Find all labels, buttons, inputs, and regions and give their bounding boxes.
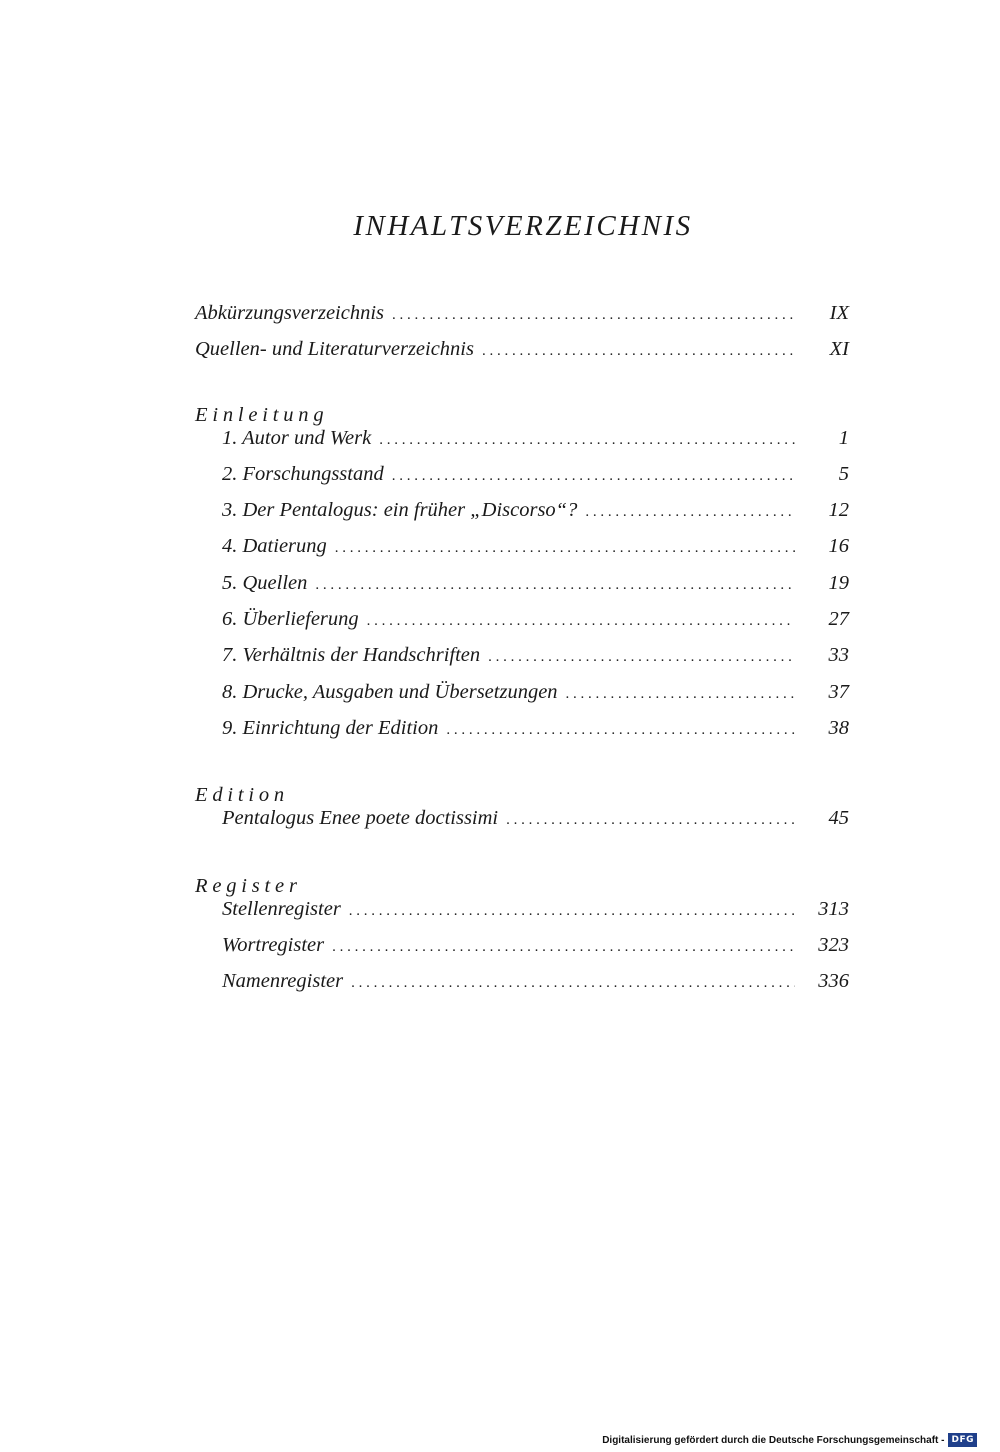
table-of-contents [195, 302, 849, 1006]
dot-leader [349, 903, 795, 920]
toc-entry-page: 19 [828, 571, 849, 594]
dot-leader [446, 722, 795, 739]
toc-entry-label: 8. Drucke, Ausgaben und Übersetzungen [222, 680, 558, 703]
toc-entry-page: 16 [828, 535, 849, 558]
toc-entry-page: 323 [818, 933, 849, 956]
toc-entry-autor-und-werk[interactable] [195, 427, 849, 463]
dot-leader [335, 540, 795, 557]
toc-entry-label: 1. Autor und Werk [222, 426, 372, 449]
toc-entry-verhaeltnis-der-handschriften[interactable] [195, 644, 849, 680]
dot-leader [315, 577, 795, 594]
page-title: INHALTSVERZEICHNIS [353, 210, 693, 242]
dot-leader [392, 307, 795, 324]
toc-entry-quellen[interactable] [195, 572, 849, 608]
toc-entry-der-pentalogus[interactable] [195, 499, 849, 535]
toc-entry-label: 6. Überlieferung [222, 608, 359, 631]
toc-entry-page: 12 [828, 499, 849, 522]
toc-entry-label: 3. Der Pentalogus: ein früher „Discorso“? [222, 499, 578, 522]
toc-entry-label: Quellen- und Literaturverzeichnis [195, 338, 474, 361]
spacer [195, 844, 849, 862]
toc-entry-page: 336 [818, 970, 849, 993]
dot-leader [332, 939, 795, 956]
toc-entry-page: IX [829, 302, 849, 324]
toc-entry-page: 38 [828, 716, 849, 739]
toc-entry-label: 9. Einrichtung der Edition [222, 716, 439, 739]
dot-leader [482, 343, 795, 360]
toc-entry-label: 2. Forschungsstand [222, 462, 384, 485]
toc-entry-label: Wortregister [222, 933, 325, 956]
dot-leader [506, 812, 795, 829]
toc-entry-page: 37 [828, 680, 849, 703]
dot-leader [585, 504, 795, 521]
funding-notice [602, 1433, 977, 1447]
dot-leader [488, 649, 795, 666]
toc-entry-label: 7. Verhältnis der Handschriften [222, 644, 481, 667]
dot-leader [351, 975, 795, 992]
toc-entry-page: 33 [828, 644, 849, 667]
toc-entry-page: 313 [818, 897, 849, 920]
toc-entry-label: Abkürzungsverzeichnis [195, 302, 385, 324]
toc-entry-label: 5. Quellen [222, 571, 308, 594]
dot-leader [367, 613, 795, 630]
toc-entry-pentalogus-enee[interactable] [195, 807, 849, 843]
toc-entry-ueberlieferung[interactable] [195, 608, 849, 644]
section-heading-edition: Edition [195, 784, 289, 807]
toc-entry-label: Stellenregister [222, 897, 341, 920]
toc-entry-label: 4. Datierung [222, 535, 327, 558]
toc-entry-quellen-und-literaturverzeichnis[interactable] [195, 338, 849, 374]
toc-entry-drucke-ausgaben[interactable] [195, 681, 849, 717]
dot-leader [566, 686, 795, 703]
toc-entry-stellenregister[interactable] [195, 898, 849, 934]
toc-entry-namenregister[interactable] [195, 970, 849, 1006]
toc-entry-page: 1 [838, 426, 849, 449]
toc-entry-wortregister[interactable] [195, 934, 849, 970]
toc-entry-page: 5 [838, 462, 849, 485]
dot-leader [392, 468, 795, 485]
dfg-logo-icon: DFG [948, 1433, 977, 1447]
toc-entry-forschungsstand[interactable] [195, 463, 849, 499]
spacer [195, 753, 849, 771]
section-heading-einleitung: Einleitung [195, 403, 329, 426]
spacer [195, 375, 849, 391]
toc-entry-page: XI [829, 338, 849, 361]
toc-entry-page: 45 [828, 807, 849, 830]
toc-entry-page: 27 [828, 608, 849, 631]
toc-entry-datierung[interactable] [195, 535, 849, 571]
toc-entry-label: Namenregister [222, 970, 344, 993]
dot-leader [379, 432, 795, 449]
section-heading-register: Register [195, 874, 302, 897]
funding-text: Digitalisierung gefördert durch die Deutsche Forschungsgemeinschaft - [602, 1434, 945, 1446]
toc-entry-abkuerzungsverzeichnis[interactable] [195, 302, 849, 338]
toc-entry-label: Pentalogus Enee poete doctissimi [222, 807, 499, 830]
toc-entry-einrichtung-der-edition[interactable] [195, 717, 849, 753]
